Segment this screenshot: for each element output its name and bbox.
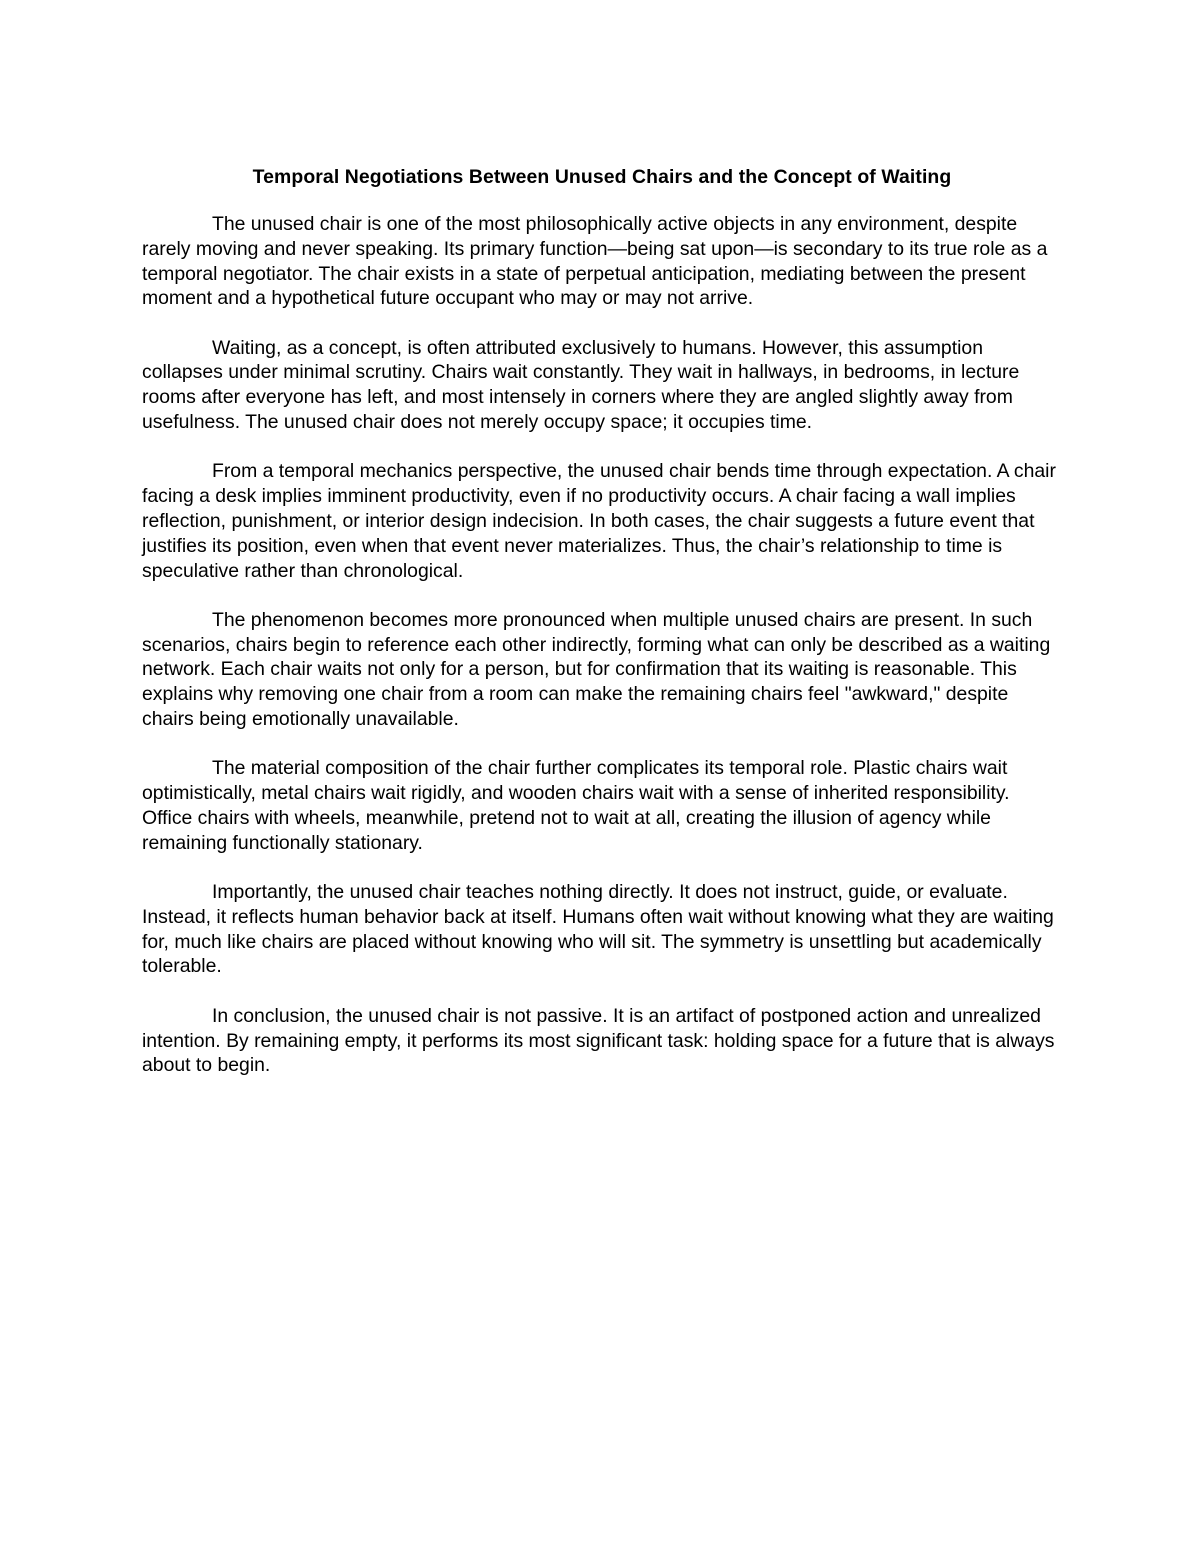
paragraph-6: Importantly, the unused chair teaches nothing directly. It does not instruct, guide, or evaluate. Instead, it reflects human behavior back at itself. Humans often wait without knowing what they are waiting for, much like chairs are placed without knowing who will sit. The symmetry is unsettling but academically tolerable. [142,881,1054,978]
document-content [142,164,1062,1103]
paragraph-7: In conclusion, the unused chair is not passive. It is an artifact of postponed action and unrealized intention. By remaining empty, it performs its most significant task: holding space for a future that is always about to begin. [142,1004,1055,1077]
paragraph-2: Waiting, as a concept, is often attributed exclusively to humans. However, this assumption collapses under minimal scrutiny. Chairs wait constantly. They wait in hallways, in bedrooms, in lecture rooms after everyone has left, and most intensely in corners where they are angled slightly away from usefulness. The unused chair does not merely occupy space; it occupies time. [142,336,1020,434]
document-body [142,212,1062,1078]
paragraph-5: The material composition of the chair further complicates its temporal role. Plastic chairs wait optimistically, metal chairs wait rigidly, and wooden chairs wait with a sense of inherited responsibility. Office chairs with wheels, meanwhile, pretend not to wait at all, creating the illusion of agency while remaining functionally stationary. [142,757,1010,854]
document-title: Temporal Negotiations Between Unused Chairs and the Concept of Waiting [252,166,952,188]
paragraph-1: The unused chair is one of the most philosophically active objects in any environment, despite rarely moving and never speaking. Its primary function—being sat upon—is secondary to its true role as a temporal negotiator. The chair exists in a state of perpetual anticipation, mediating between the present moment and a hypothetical future occupant who may or may not arrive. [142,213,1048,310]
paragraph-3: From a temporal mechanics perspective, the unused chair bends time through expectation. A chair facing a desk implies imminent productivity, even if no productivity occurs. A chair facing a wall implies reflection, punishment, or interior design indecision. In both cases, the chair suggests a future event that justifies its position, even when that event never materializes. Thus, the chair’s relationship to time is speculative rather than chronological. [142,460,1056,582]
paragraph-4: The phenomenon becomes more pronounced when multiple unused chairs are present. In such scenarios, chairs begin to reference each other indirectly, forming what can only be described as a waiting network. Each chair waits not only for a person, but for confirmation that its waiting is reasonable. This explains why removing one chair from a room can make the remaining chairs feel "awkward," despite chairs being emotionally unavailable. [142,608,1051,731]
